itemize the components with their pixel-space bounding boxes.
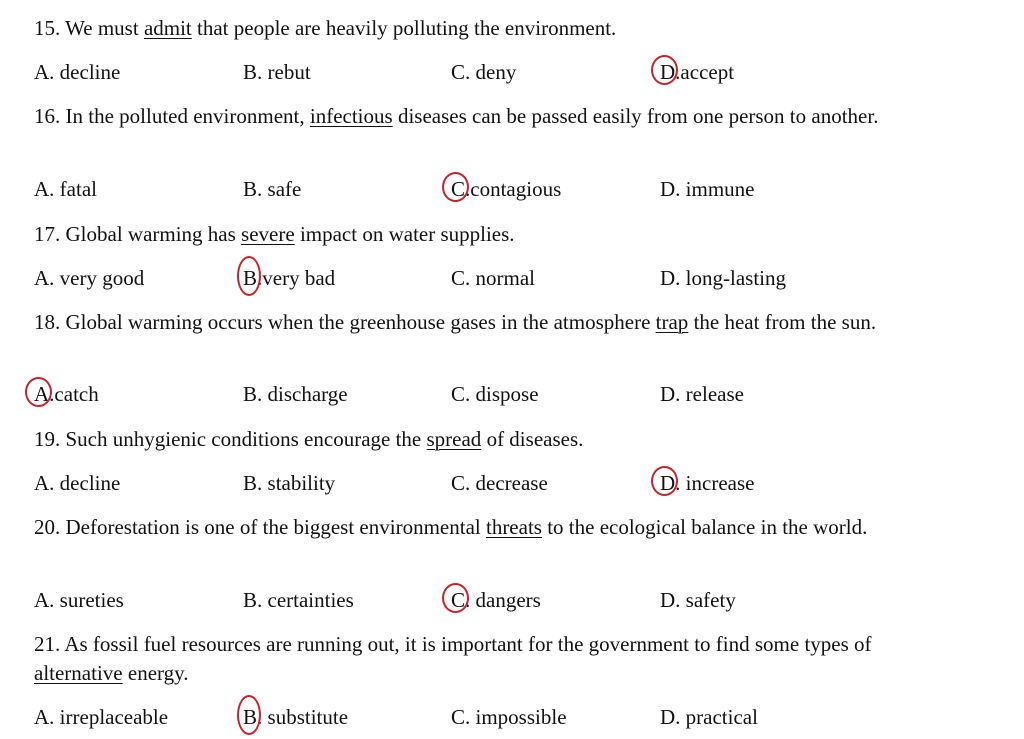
option-17-a[interactable] <box>34 264 144 293</box>
question-text: impact on water supplies. <box>294 222 515 246</box>
option-text: certainties <box>267 588 354 612</box>
option-15-b[interactable] <box>243 58 311 87</box>
option-letter: D. <box>660 60 681 84</box>
option-text: catch <box>54 382 99 406</box>
option-20-a[interactable] <box>34 586 124 615</box>
option-text: substitute <box>267 705 349 729</box>
option-text: very bad <box>262 266 336 290</box>
option-text: sureties <box>59 588 124 612</box>
option-19-c[interactable] <box>451 469 548 498</box>
option-text: decrease <box>475 471 548 495</box>
question-18 <box>34 308 964 337</box>
keyword: spread <box>426 427 482 451</box>
option-letter: B. <box>243 382 263 406</box>
option-text: dangers <box>475 588 541 612</box>
option-letter: D. <box>660 588 681 612</box>
option-letter: C. <box>451 266 471 290</box>
option-letter: A. <box>34 177 55 201</box>
option-letter: D. <box>660 382 681 406</box>
option-text: decline <box>59 471 121 495</box>
option-19-b[interactable] <box>243 469 335 498</box>
question-number: 18. <box>34 310 61 334</box>
keyword: alternative <box>34 661 123 685</box>
option-letter: C. <box>451 705 471 729</box>
option-18-a[interactable] <box>34 380 99 409</box>
option-16-c[interactable] <box>451 175 561 204</box>
keyword: admit <box>143 16 192 40</box>
option-text: discharge <box>267 382 348 406</box>
option-21-b[interactable] <box>243 703 348 732</box>
question-19 <box>34 425 964 454</box>
option-letter: A. <box>34 266 55 290</box>
option-letter: B. <box>243 60 263 84</box>
option-16-d[interactable] <box>660 175 755 204</box>
question-text: Such unhygienic conditions encourage the <box>65 427 427 451</box>
option-text: decline <box>59 60 121 84</box>
option-text: contagious <box>470 177 562 201</box>
option-letter: D. <box>660 705 681 729</box>
question-text: diseases can be passed easily from one person to another. <box>392 104 879 128</box>
option-text: irreplaceable <box>59 705 169 729</box>
question-text: Global warming occurs when the greenhouse gases in the atmosphere <box>65 310 656 334</box>
option-text: immune <box>685 177 755 201</box>
option-letter: C. <box>451 60 471 84</box>
option-18-c[interactable] <box>451 380 539 409</box>
question-text: the heat from the sun. <box>688 310 877 334</box>
question-text: Global warming has <box>65 222 242 246</box>
question-16 <box>34 102 964 131</box>
option-15-c[interactable] <box>451 58 516 87</box>
option-17-d[interactable] <box>660 264 786 293</box>
option-letter: A. <box>34 588 55 612</box>
option-letter: C. <box>451 471 471 495</box>
option-text: impossible <box>475 705 567 729</box>
question-20 <box>34 513 964 542</box>
option-letter: A. <box>34 382 55 406</box>
question-number: 21. <box>34 632 61 656</box>
option-letter: B. <box>243 705 263 729</box>
question-21 <box>34 630 964 688</box>
option-letter: C. <box>451 382 471 406</box>
option-text: normal <box>475 266 535 290</box>
option-text: accept <box>680 60 735 84</box>
option-letter: A. <box>34 705 55 729</box>
question-text: that people are heavily polluting the environment. <box>191 16 617 40</box>
option-text: long-lasting <box>685 266 786 290</box>
question-text: We must <box>65 16 144 40</box>
keyword: threats <box>485 515 542 539</box>
option-text: increase <box>685 471 755 495</box>
option-17-b[interactable] <box>243 264 335 293</box>
option-text: safety <box>685 588 736 612</box>
option-text: very good <box>59 266 145 290</box>
option-21-d[interactable] <box>660 703 758 732</box>
keyword: infectious <box>309 104 393 128</box>
option-18-b[interactable] <box>243 380 348 409</box>
option-text: practical <box>685 705 758 729</box>
option-letter: B. <box>243 588 263 612</box>
option-18-d[interactable] <box>660 380 744 409</box>
option-19-a[interactable] <box>34 469 120 498</box>
option-letter: C. <box>451 588 471 612</box>
question-17 <box>34 220 964 249</box>
question-number: 19. <box>34 427 61 451</box>
option-21-c[interactable] <box>451 703 567 732</box>
option-letter: C. <box>451 177 471 201</box>
option-letter: B. <box>243 471 263 495</box>
option-letter: B. <box>243 177 263 201</box>
question-text: In the polluted environment, <box>65 104 310 128</box>
question-number: 15. <box>34 16 61 40</box>
option-20-b[interactable] <box>243 586 354 615</box>
option-letter: B. <box>243 266 263 290</box>
option-16-b[interactable] <box>243 175 301 204</box>
option-letter: D. <box>660 471 681 495</box>
option-15-d[interactable] <box>660 58 734 87</box>
option-15-a[interactable] <box>34 58 120 87</box>
option-17-c[interactable] <box>451 264 535 293</box>
option-letter: D. <box>660 177 681 201</box>
question-text: to the ecological balance in the world. <box>541 515 868 539</box>
option-text: release <box>685 382 744 406</box>
option-21-a[interactable] <box>34 703 168 732</box>
option-text: dispose <box>475 382 539 406</box>
keyword: severe <box>241 222 295 246</box>
question-text: energy. <box>122 661 189 685</box>
question-number: 16. <box>34 104 61 128</box>
option-16-a[interactable] <box>34 175 97 204</box>
keyword: trap <box>655 310 689 334</box>
question-number: 20. <box>34 515 61 539</box>
option-letter: D. <box>660 266 681 290</box>
question-number: 17. <box>34 222 61 246</box>
question-15 <box>34 14 964 43</box>
option-20-c[interactable] <box>451 586 541 615</box>
option-text: deny <box>475 60 517 84</box>
option-text: stability <box>267 471 336 495</box>
option-19-d[interactable] <box>660 469 754 498</box>
option-text: fatal <box>59 177 97 201</box>
question-text: Deforestation is one of the biggest environmental <box>65 515 486 539</box>
question-text: As fossil fuel resources are running out, it is important for the government to find some types of <box>64 632 872 656</box>
option-letter: A. <box>34 60 55 84</box>
option-text: rebut <box>267 60 311 84</box>
option-20-d[interactable] <box>660 586 736 615</box>
option-text: safe <box>267 177 302 201</box>
option-letter: A. <box>34 471 55 495</box>
question-text: of diseases. <box>481 427 584 451</box>
